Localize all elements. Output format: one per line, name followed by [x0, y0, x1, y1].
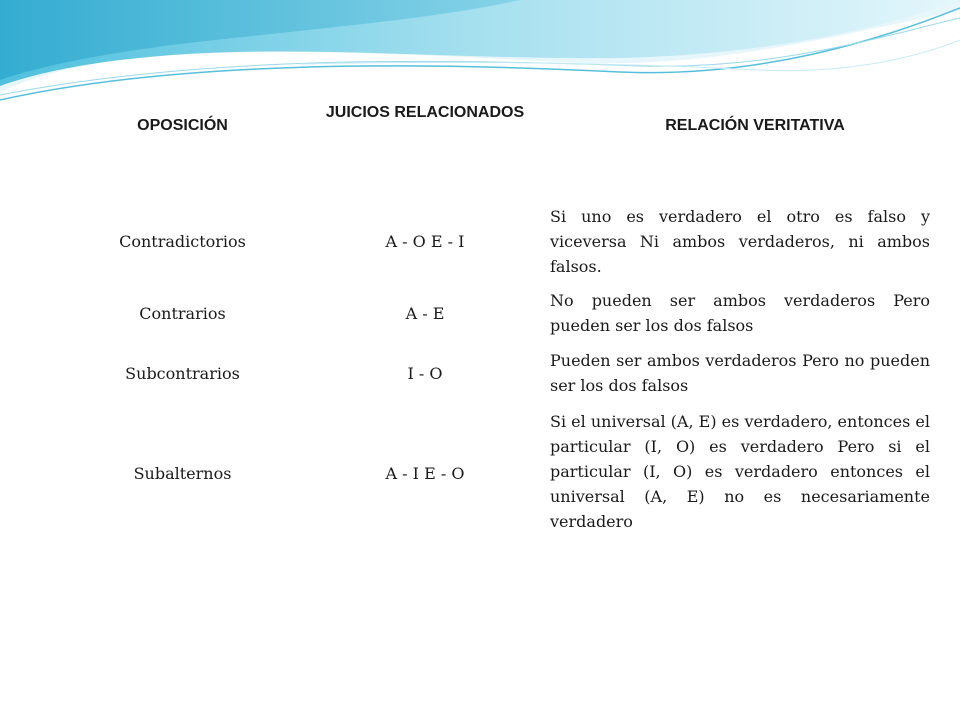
row-relation: No pueden ser ambos verdaderos Pero pueden ser los dos falsos — [550, 291, 930, 335]
row-opposition: Subalternos — [133, 464, 232, 483]
row-relation: Si uno es verdadero el otro es falso y viceversa Ni ambos verdaderos, ni ambos falsos. — [550, 207, 930, 276]
row-opposition: Contrarios — [139, 304, 226, 323]
header-opposition: OPOSICIÓN — [137, 117, 228, 134]
row-relation: Pueden ser ambos verdaderos Pero no pueden ser los dos falsos — [550, 351, 930, 395]
decorative-waves — [0, 0, 960, 110]
header-relation: RELACIÓN VERITATIVA — [665, 117, 845, 134]
row-opposition: Contradictorios — [119, 232, 246, 251]
row-relation: Si el universal (A, E) es verdadero, entonces el particular (I, O) es verdadero Pero si el particular (I, O) es verdadero entonces el universal (A, E) no es necesariamente verdadero — [550, 412, 930, 531]
row-judgments: A - E — [405, 304, 445, 323]
row-judgments: A - I E - O — [385, 464, 465, 483]
row-judgments: I - O — [407, 364, 443, 383]
header-judgments: JUICIOS RELACIONADOS — [325, 104, 525, 121]
row-judgments: A - O E - I — [385, 232, 465, 251]
row-opposition: Subcontrarios — [125, 364, 240, 383]
